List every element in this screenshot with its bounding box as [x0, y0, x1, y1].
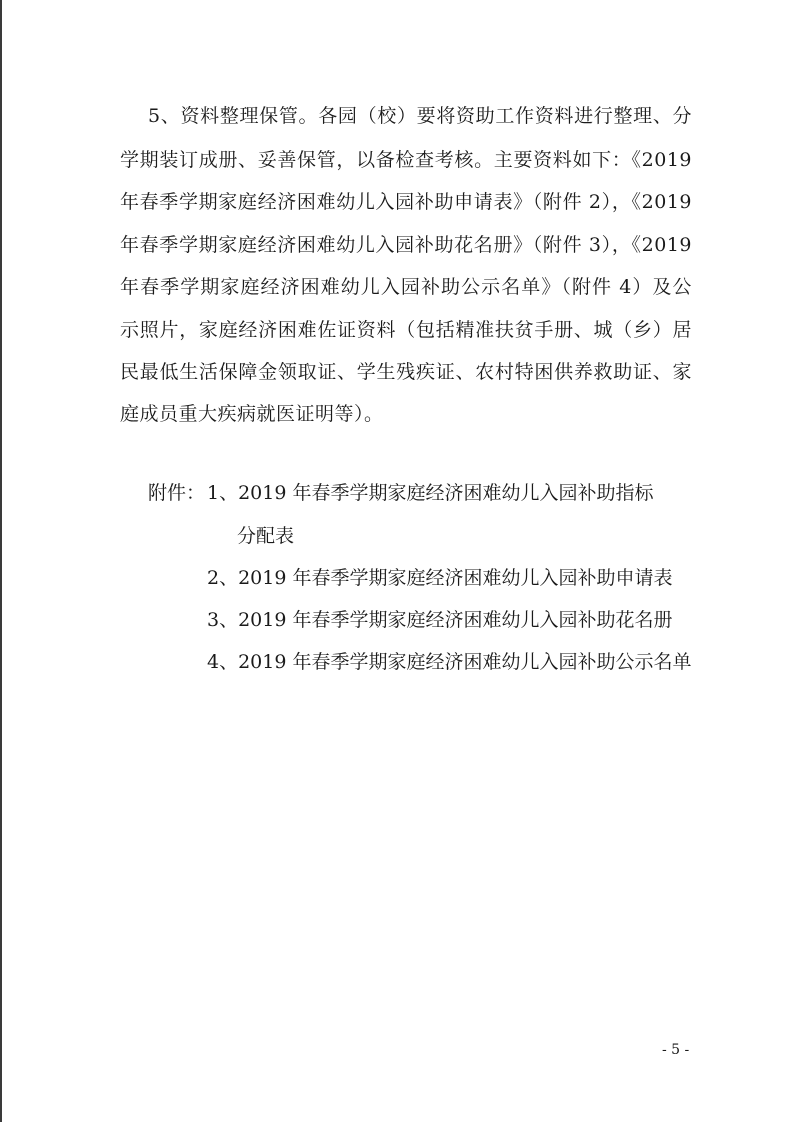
paragraph-line-7: 民最低生活保障金领取证、学生残疾证、农村特困供养救助证、家	[120, 361, 692, 383]
paragraph-line-3: 年春季学期家庭经济困难幼儿入园补助申请表》（附件 2），《2019	[120, 191, 692, 213]
attachment-item-2: 2、2019 年春季学期家庭经济困难幼儿入园补助申请表	[207, 567, 673, 589]
attachments-label: 附件：	[148, 482, 206, 504]
attachment-item-1: 1、2019 年春季学期家庭经济困难幼儿入园补助指标	[207, 482, 654, 504]
attachment-item-1-continuation: 分配表	[237, 525, 295, 547]
paragraph-line-8: 庭成员重大疾病就医证明等）。	[120, 403, 384, 425]
paragraph-line-6: 示照片，家庭经济困难佐证资料（包括精准扶贫手册、城（乡）居	[120, 319, 692, 341]
paragraph-line-1: 5、资料整理保管。各园（校）要将资助工作资料进行整理、分	[148, 105, 692, 127]
paragraph-line-5: 年春季学期家庭经济困难幼儿入园补助公示名单》（附件 4）及公	[120, 276, 692, 298]
attachment-item-3: 3、2019 年春季学期家庭经济困难幼儿入园补助花名册	[207, 609, 673, 631]
page-number: - 5 -	[662, 1042, 690, 1058]
paragraph-line-2: 学期装订成册、妥善保管，以备检查考核。主要资料如下：《2019	[120, 149, 692, 171]
attachment-item-4: 4、2019 年春季学期家庭经济困难幼儿入园补助公示名单	[207, 651, 692, 673]
paragraph-line-4: 年春季学期家庭经济困难幼儿入园补助花名册》（附件 3），《2019	[120, 234, 692, 256]
